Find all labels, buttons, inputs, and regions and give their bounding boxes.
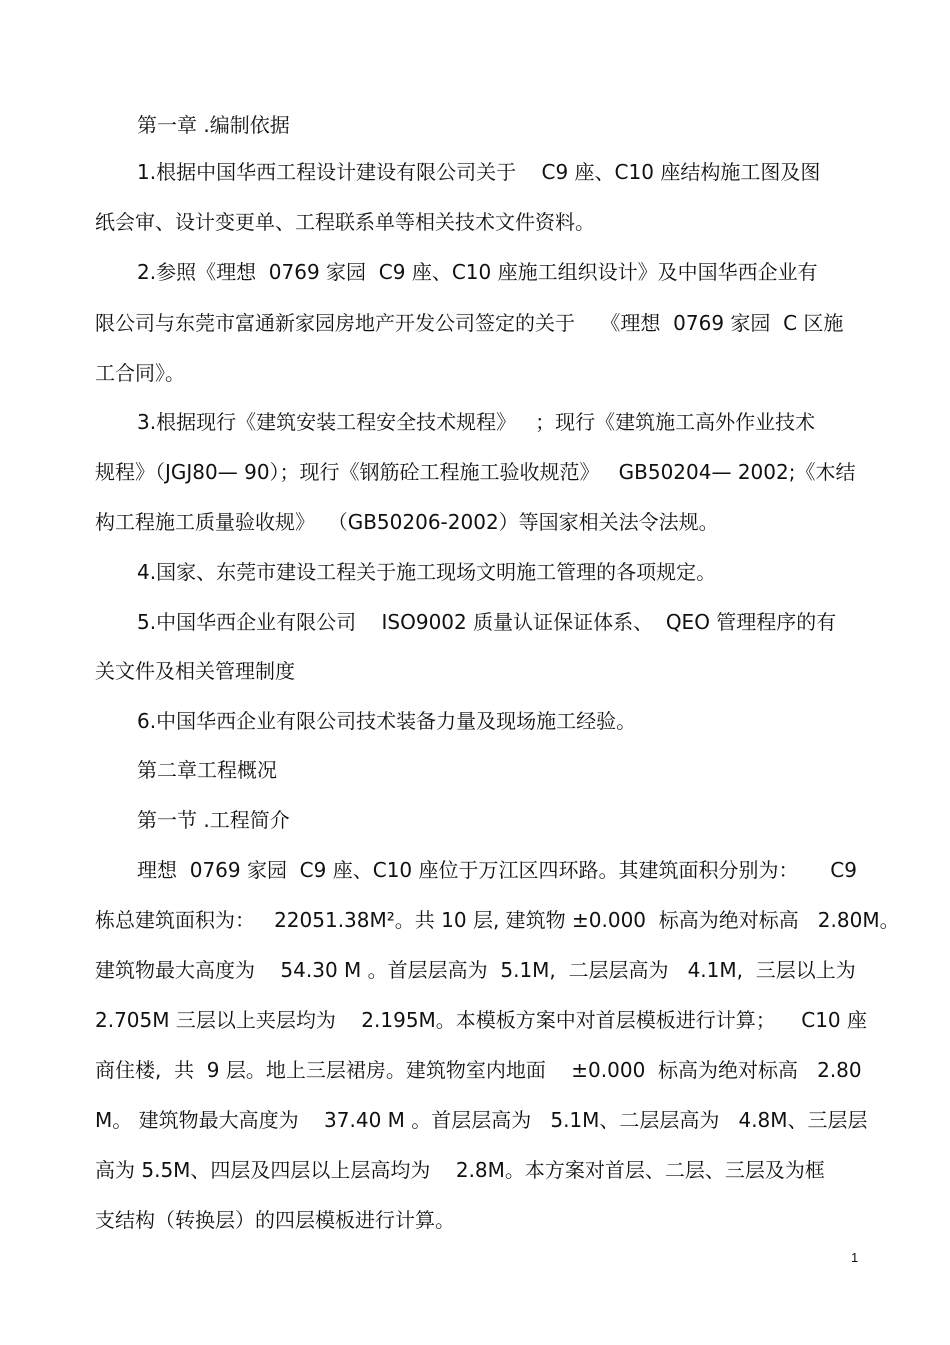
paragraph-line: 1.根据中国华西工程设计建设有限公司关于 C9 座、C10 座结构施工图及图 [137,160,821,184]
chapter-1-heading: 第一章 .编制依据 [137,113,290,137]
paragraph-line: 构工程施工质量验收规》 （GB50206-2002）等国家相关法令法规。 [95,510,719,534]
paragraph-line: 关文件及相关管理制度 [95,659,295,683]
paragraph-line: 高为 5.5M、四层及四层以上层高均为 2.8M。本方案对首层、二层、三层及为框 [95,1158,825,1182]
paragraph-line: 2.705M 三层以上夹层均为 2.195M。本模板方案中对首层模板进行计算； C10 座 [95,1008,868,1032]
paragraph-line: 栋总建筑面积为： 22051.38M²。共 10 层, 建筑物 ±0.000 标高为绝对标高 2.80M。 [95,908,900,932]
page-number: 1 [851,1250,859,1265]
paragraph-line: 2.参照《理想 0769 家园 C9 座、C10 座施工组织设计》及中国华西企业有 [137,260,818,284]
section-1-heading: 第一节 .工程简介 [137,808,290,832]
paragraph-line: 5.中国华西企业有限公司 ISO9002 质量认证保证体系、 QEO 管理程序的有 [137,610,837,634]
paragraph-line: 规程》（JGJ80— 90）；现行《钢筋砼工程施工验收规范》 GB50204— 2002;《木结 [95,460,856,484]
paragraph-line: 工合同》。 [95,361,185,385]
paragraph-line: 限公司与东莞市富通新家园房地产开发公司签定的关于 《理想 0769 家园 C 区施 [95,311,844,335]
paragraph-line: 纸会审、设计变更单、工程联系单等相关技术文件资料。 [95,210,595,234]
paragraph-line: 支结构（转换层）的四层模板进行计算。 [95,1208,455,1232]
paragraph-line: 4.国家、东莞市建设工程关于施工现场文明施工管理的各项规定。 [137,560,717,584]
paragraph-line: 3.根据现行《建筑安装工程安全技术规程》 ；现行《建筑施工高外作业技术 [137,410,816,434]
paragraph-line: 6.中国华西企业有限公司技术装备力量及现场施工经验。 [137,709,637,733]
chapter-2-heading: 第二章工程概况 [137,758,277,782]
paragraph-line: 理想 0769 家园 C9 座、C10 座位于万江区四环路。其建筑面积分别为： C9 [137,858,857,882]
paragraph-line: 商住楼, 共 9 层。地上三层裙房。建筑物室内地面 ±0.000 标高为绝对标高 2.80 [95,1058,862,1082]
paragraph-line: M。 建筑物最大高度为 37.40 M 。首层层高为 5.1M、二层层高为 4.8M、三层层 [95,1108,868,1132]
paragraph-line: 建筑物最大高度为 54.30 M 。首层层高为 5.1M, 二层层高为 4.1M, 三层以上为 [95,958,856,982]
